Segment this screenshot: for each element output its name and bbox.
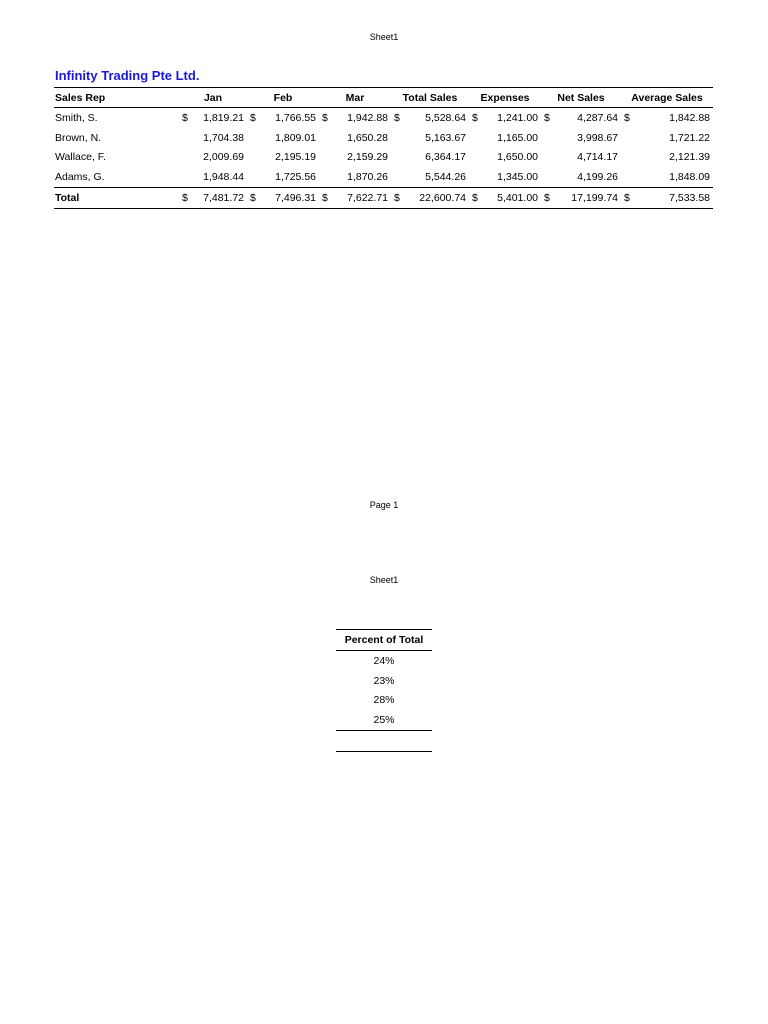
- col-expenses: Expenses: [469, 88, 541, 108]
- col-net-sales: Net Sales: [541, 88, 621, 108]
- col-jan: Jan: [179, 88, 247, 108]
- currency-symbol: [247, 167, 261, 187]
- currency-symbol: [469, 148, 483, 168]
- table-row: [54, 108, 713, 128]
- currency-symbol: $: [247, 188, 261, 209]
- currency-symbol: [179, 167, 193, 187]
- currency-symbol: [179, 128, 193, 148]
- page-header-2: Sheet1: [369, 575, 399, 585]
- feb-total: 7,496.31: [261, 188, 319, 209]
- currency-symbol: [319, 128, 333, 148]
- currency-symbol: $: [469, 188, 483, 209]
- page-footer: Page 1: [369, 500, 399, 510]
- col-feb: Feb: [247, 88, 319, 108]
- net-sales-value: 4,287.64: [577, 111, 618, 124]
- percent-value: 24%: [373, 654, 395, 667]
- feb-value: 1,809.01: [275, 131, 316, 144]
- currency-symbol: $: [391, 188, 405, 209]
- average-sales-value: 1,848.09: [669, 171, 710, 184]
- feb-value: 1,725.56: [275, 171, 316, 184]
- feb-value: 2,195.19: [275, 151, 316, 164]
- total-sales-value: 5,544.26: [425, 171, 466, 184]
- currency-symbol: [319, 148, 333, 168]
- col-total-sales: Total Sales: [391, 88, 469, 108]
- mar-value: 1,942.88: [347, 111, 388, 124]
- currency-symbol: [469, 167, 483, 187]
- table-row: [54, 128, 713, 148]
- mar-value: 2,159.29: [347, 151, 388, 164]
- total-sales-value: 6,364.17: [425, 151, 466, 164]
- currency-symbol: [541, 128, 555, 148]
- currency-symbol: [621, 148, 635, 168]
- currency-symbol: [541, 148, 555, 168]
- currency-symbol: [469, 128, 483, 148]
- currency-symbol: $: [182, 111, 188, 124]
- jan-value: 2,009.69: [203, 151, 244, 164]
- currency-symbol: [621, 167, 635, 187]
- jan-value: 1,948.44: [203, 171, 244, 184]
- table-row: [336, 710, 432, 730]
- currency-symbol: [621, 128, 635, 148]
- currency-symbol: $: [319, 188, 333, 209]
- rep-name: Adams, G.: [55, 171, 105, 184]
- currency-symbol: $: [250, 111, 256, 124]
- table-row: [54, 167, 713, 187]
- currency-symbol: [247, 148, 261, 168]
- percent-total-cell: [336, 731, 432, 752]
- currency-symbol: $: [179, 188, 193, 209]
- percent-table: [336, 629, 432, 752]
- currency-symbol: $: [541, 188, 555, 209]
- table-header-row: [336, 630, 432, 651]
- jan-total: 7,481.72: [193, 188, 247, 209]
- average-sales-value: 2,121.39: [669, 151, 710, 164]
- sales-table: [54, 87, 713, 209]
- total-sales-value: 5,528.64: [425, 111, 466, 124]
- net-sales-total: 17,199.74: [555, 188, 621, 209]
- expenses-value: 1,345.00: [497, 171, 538, 184]
- col-average-sales: Average Sales: [621, 88, 713, 108]
- table-row: [336, 651, 432, 671]
- currency-symbol: $: [322, 111, 328, 124]
- table-row: [336, 671, 432, 691]
- mar-total: 7,622.71: [333, 188, 391, 209]
- currency-symbol: $: [624, 111, 630, 124]
- expenses-total: 5,401.00: [483, 188, 541, 209]
- total-sales-total: 22,600.74: [405, 188, 469, 209]
- rep-name: Wallace, F.: [55, 151, 106, 164]
- expenses-value: 1,165.00: [497, 131, 538, 144]
- currency-symbol: [247, 128, 261, 148]
- percent-value: 28%: [373, 694, 395, 707]
- expenses-value: 1,241.00: [497, 111, 538, 124]
- table-row: [336, 691, 432, 711]
- table-header-row: [54, 88, 713, 108]
- jan-value: 1,704.38: [203, 131, 244, 144]
- average-sales-total: 7,533.58: [635, 188, 713, 209]
- rep-name: Smith, S.: [55, 111, 98, 124]
- currency-symbol: [179, 148, 193, 168]
- col-mar: Mar: [319, 88, 391, 108]
- net-sales-value: 4,714.17: [577, 151, 618, 164]
- feb-value: 1,766.55: [275, 111, 316, 124]
- col-sales-rep: Sales Rep: [54, 88, 179, 108]
- expenses-value: 1,650.00: [497, 151, 538, 164]
- currency-symbol: [391, 167, 405, 187]
- currency-symbol: [541, 167, 555, 187]
- mar-value: 1,650.28: [347, 131, 388, 144]
- currency-symbol: $: [394, 111, 400, 124]
- currency-symbol: [391, 128, 405, 148]
- net-sales-value: 3,998.67: [577, 131, 618, 144]
- average-sales-value: 1,842.88: [669, 111, 710, 124]
- table-row: [54, 148, 713, 168]
- percent-value: 23%: [373, 674, 395, 687]
- total-sales-value: 5,163.67: [425, 131, 466, 144]
- average-sales-value: 1,721.22: [669, 131, 710, 144]
- page-header: Sheet1: [369, 32, 399, 42]
- currency-symbol: [319, 167, 333, 187]
- jan-value: 1,819.21: [203, 111, 244, 124]
- company-name: Infinity Trading Pte Ltd.: [55, 68, 200, 83]
- total-label: Total: [54, 188, 179, 209]
- total-row: [336, 731, 432, 752]
- rep-name: Brown, N.: [55, 131, 102, 144]
- mar-value: 1,870.26: [347, 171, 388, 184]
- total-row: [54, 188, 713, 209]
- percent-value: 25%: [336, 710, 432, 730]
- currency-symbol: $: [621, 188, 635, 209]
- col-percent-of-total: Percent of Total: [336, 630, 432, 651]
- currency-symbol: $: [544, 111, 550, 124]
- currency-symbol: $: [472, 111, 478, 124]
- currency-symbol: [391, 148, 405, 168]
- net-sales-value: 4,199.26: [577, 171, 618, 184]
